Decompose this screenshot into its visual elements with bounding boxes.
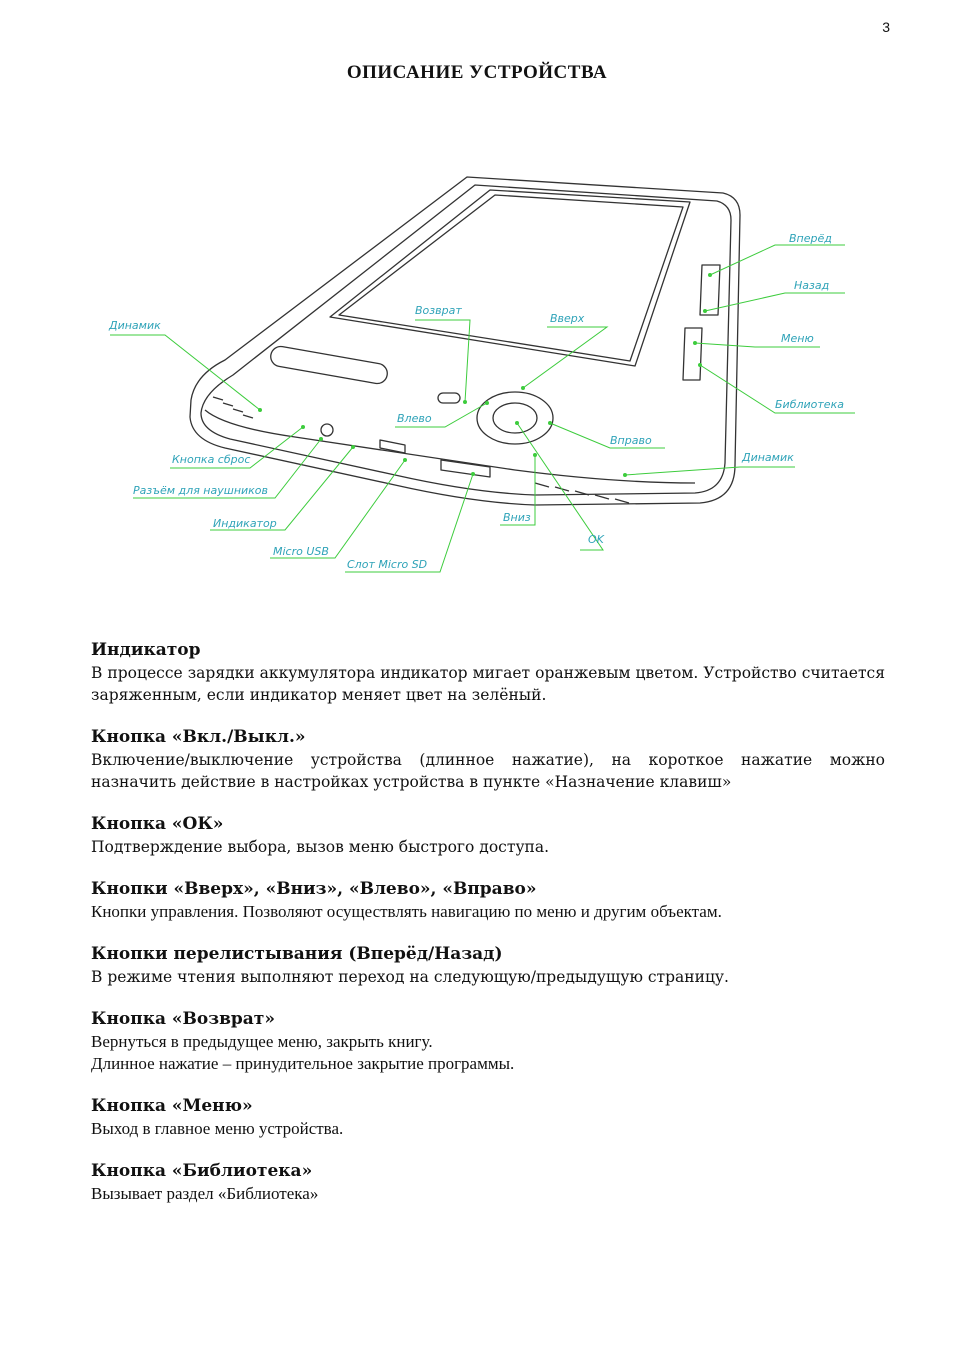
- section-heading: Кнопка «Меню»: [91, 1096, 253, 1116]
- menu-library-buttons: [683, 328, 702, 380]
- section-indicator: [91, 638, 885, 706]
- label-return: Возврат: [415, 304, 462, 317]
- section-heading: Кнопки перелистывания (Вперёд/Назад): [91, 944, 503, 964]
- label-speaker-left: Динамик: [109, 319, 161, 332]
- label-sd-slot: Слот Micro SD: [347, 558, 428, 571]
- forward-back-buttons: [700, 265, 720, 315]
- section-text: Длинное нажатие – принудительное закрытие программы.: [91, 1054, 515, 1073]
- section-heading: Кнопка «Вкл./Выкл.»: [91, 727, 306, 747]
- section-text: Выход в главное меню устройства.: [91, 1119, 344, 1138]
- section-power-button: [91, 725, 885, 793]
- return-button: [438, 393, 460, 403]
- section-text: Подтверждение выбора, вызов меню быстрого доступа.: [91, 838, 550, 856]
- label-speaker-right: Динамик: [742, 451, 794, 464]
- section-menu-button: [91, 1094, 885, 1140]
- section-heading: Кнопки «Вверх», «Вниз», «Влево», «Вправо»: [91, 879, 537, 899]
- section-heading: Кнопка «Возврат»: [91, 1009, 275, 1029]
- section-page-buttons: [91, 942, 885, 988]
- device-body-outline: [190, 177, 740, 505]
- speaker-slot: [269, 345, 389, 385]
- page-title: ОПИСАНИЕ УСТРОЙСТВА: [346, 62, 608, 83]
- section-heading: Кнопка «Библиотека»: [91, 1161, 313, 1181]
- label-forward: Вперёд: [789, 232, 832, 245]
- section-text: Вызывает раздел «Библиотека»: [91, 1184, 319, 1203]
- device-diagram: [95, 165, 885, 585]
- section-library-button: [91, 1159, 885, 1205]
- section-text: Кнопки управления. Позволяют осуществлять навигацию по меню и другим объектам.: [91, 902, 722, 921]
- screen-outline: [330, 190, 690, 366]
- label-reset: Кнопка сброс: [172, 453, 251, 466]
- section-text: В режиме чтения выполняют переход на следующую/предыдущую страницу.: [91, 968, 729, 986]
- label-down: Вниз: [503, 511, 531, 524]
- label-library: Библиотека: [775, 398, 844, 411]
- description-content: [91, 638, 885, 1224]
- section-heading: Индикатор: [91, 640, 201, 660]
- section-nav-buttons: [91, 877, 885, 923]
- label-indicator: Индикатор: [213, 517, 277, 530]
- label-ok: OK: [588, 533, 604, 546]
- section-ok-button: [91, 812, 885, 858]
- label-headphones: Разъём для наушников: [133, 484, 269, 497]
- ok-button: [493, 403, 537, 433]
- label-micro-usb: Micro USB: [273, 545, 329, 558]
- screen-inner: [339, 195, 683, 361]
- label-up: Вверх: [550, 312, 585, 325]
- page-number: 3: [882, 19, 890, 35]
- label-back: Назад: [794, 279, 830, 292]
- section-text: Включение/выключение устройства (длинное нажатие), на короткое нажатие можно назначить действие в настройках устройства в пункте «Назначение клавиш»: [91, 751, 885, 791]
- label-left: Влево: [397, 412, 432, 425]
- nav-ring: [477, 392, 553, 444]
- section-heading: Кнопка «ОК»: [91, 814, 224, 834]
- section-text: В процессе зарядки аккумулятора индикатор мигает оранжевым цветом. Устройство считается заряженным, если индикатор меняет цвет на зелёный.: [91, 664, 885, 704]
- label-right: Вправо: [610, 434, 652, 447]
- section-return-button: [91, 1007, 885, 1075]
- label-menu: Меню: [781, 332, 814, 345]
- section-text: Вернуться в предыдущее меню, закрыть книгу.: [91, 1032, 433, 1051]
